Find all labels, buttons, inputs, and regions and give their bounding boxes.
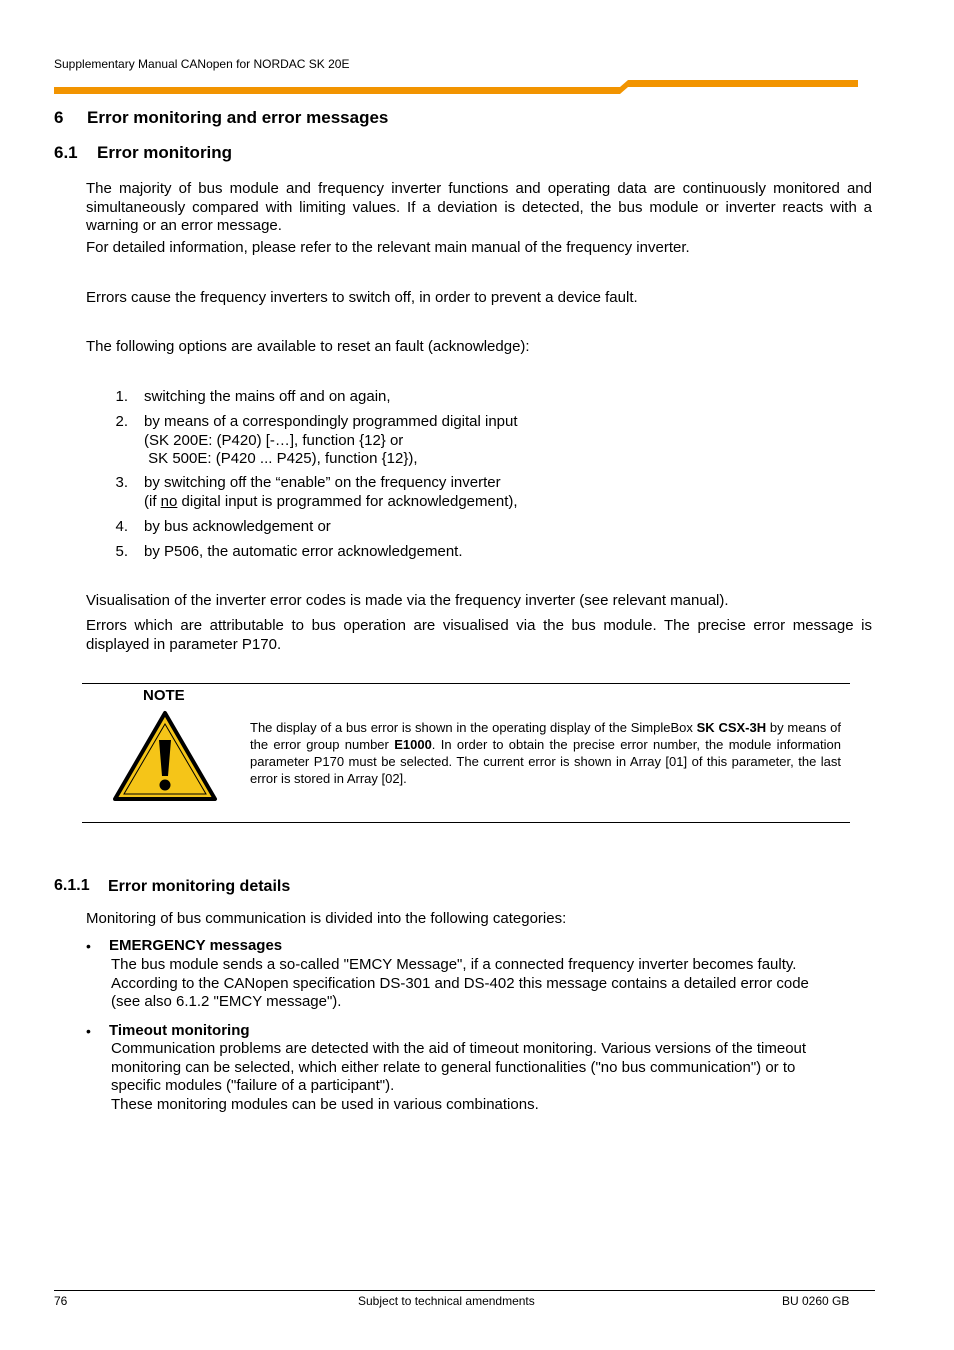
bullet-line: monitoring can be selected, which either relate to general functionalities ("no bus communication") or to: [111, 1058, 796, 1076]
subsubsection-title: Error monitoring details: [108, 878, 291, 895]
footer-center-text: Subject to technical amendments: [358, 1294, 535, 1308]
intro-paragraph: The majority of bus module and frequency inverter functions and operating data are continuously monitored and simultaneously compared with limiting values. If a deviation is detected, the bus module or inverter reacts with a warning or an error message.: [86, 180, 872, 234]
list-item-number: 3.: [115, 474, 128, 491]
simplebox-model: SK CSX-3H: [696, 720, 767, 735]
note-label: NOTE: [143, 687, 185, 704]
options-intro-paragraph: The following options are available to reset an fault (acknowledge):: [86, 338, 530, 355]
bullet-line: According to the CANopen specification DS-301 and DS-402 this message contains a detailed error code: [111, 974, 809, 992]
note-top-rule: [82, 683, 850, 684]
document-code: BU 0260 GB: [782, 1294, 850, 1308]
visualisation-paragraph: Visualisation of the inverter error codes is made via the frequency inverter (see relevant manual).: [86, 592, 729, 609]
bullet-line: specific modules ("failure of a participant").: [111, 1077, 395, 1094]
bullet-title: Timeout monitoring: [109, 1022, 250, 1039]
section-title: Error monitoring and error messages: [87, 108, 389, 127]
bullet-line: The bus module sends a so-called "EMCY Message", if a connected frequency inverter becomes faulty.: [111, 956, 797, 973]
subsection-title: Error monitoring: [97, 143, 233, 162]
section-number: 6: [54, 108, 64, 127]
list-item-number: 1.: [115, 388, 128, 405]
bullet-icon: •: [86, 1023, 91, 1039]
bullet-line: (see also 6.1.2 "EMCY message").: [111, 993, 342, 1010]
bullet-line: These monitoring modules can be used in various combinations.: [111, 1095, 539, 1113]
list-item-number: 5.: [115, 543, 128, 560]
footer-rule: [54, 1290, 875, 1291]
subsubsection-number: 6.1.1: [54, 877, 90, 894]
list-item: by P506, the automatic error acknowledgement.: [144, 543, 463, 560]
list-item-continuation: (SK 200E: (P420) [-…], function {12} or: [144, 431, 404, 449]
list-item: by switching off the “enable” on the frequency inverter: [144, 474, 501, 491]
list-item: switching the mains off and on again,: [144, 388, 391, 405]
bullet-icon: •: [86, 938, 91, 954]
refer-paragraph: For detailed information, please refer to the relevant main manual of the frequency inverter.: [86, 239, 690, 256]
note-bottom-rule: [82, 822, 850, 823]
list-item: by bus acknowledgement or: [144, 518, 331, 535]
reset-options-list: [108, 388, 868, 568]
list-item-number: 2.: [115, 413, 128, 430]
note-text: The display of a bus error is shown in the operating display of the SimpleBox SK CSX-3H by means of the error group number E1000. In order to obtain the precise error number, the module information parameter P170 must be selected. The current error is shown in Array [01] of this parameter, the last error is stored in Array [02].: [250, 720, 841, 786]
errors-switch-paragraph: Errors cause the frequency inverters to switch off, in order to prevent a device fault.: [86, 289, 638, 306]
error-group-number: E1000: [394, 737, 432, 752]
list-item-continuation: (if no digital input is programmed for acknowledgement),: [144, 492, 518, 510]
underlined-no: no: [160, 492, 178, 510]
subsection-number: 6.1: [54, 143, 78, 162]
running-header: Supplementary Manual CANopen for NORDAC SK 20E: [54, 57, 350, 71]
header-orange-bar: [54, 78, 858, 94]
warning-triangle-icon: [112, 710, 218, 802]
page-number: 76: [54, 1294, 68, 1308]
categories-intro: Monitoring of bus communication is divided into the following categories:: [86, 910, 567, 927]
list-item: by means of a correspondingly programmed digital input: [144, 413, 518, 430]
bus-errors-paragraph: Errors which are attributable to bus operation are visualised via the bus module. The precise error message is displayed in parameter P170.: [86, 617, 872, 653]
list-item-continuation: SK 500E: (P420 ... P425), function {12}),: [144, 450, 418, 467]
list-item-number: 4.: [115, 518, 128, 535]
bullet-title: EMERGENCY messages: [109, 937, 283, 954]
bullet-line: Communication problems are detected with the aid of timeout monitoring. Various versions of the timeout: [111, 1040, 807, 1057]
